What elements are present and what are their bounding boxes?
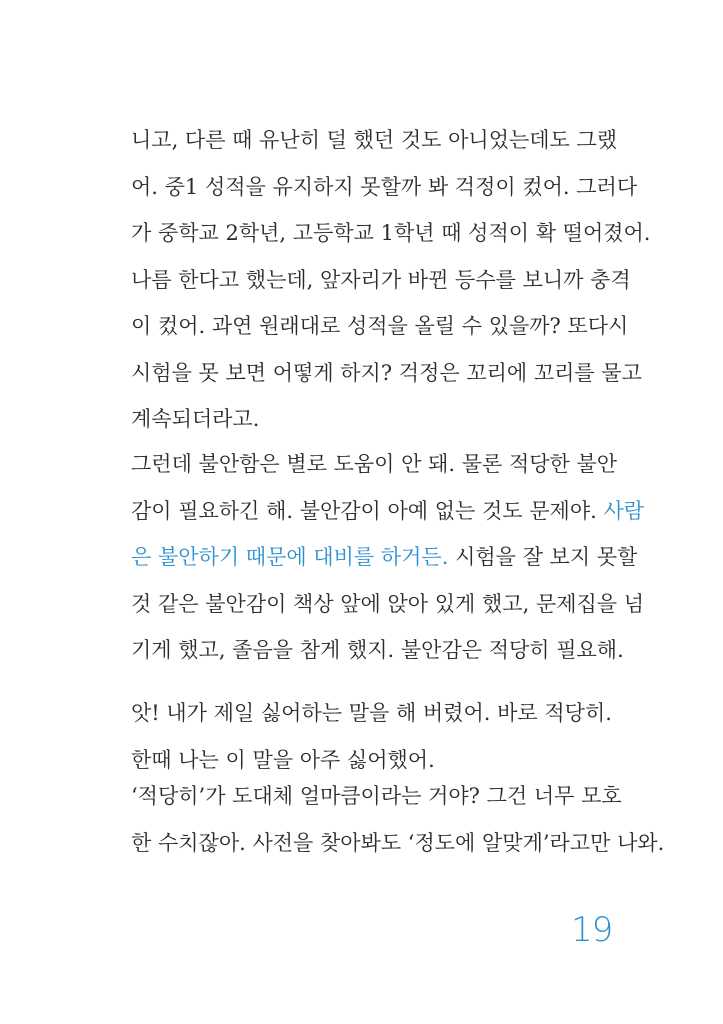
text-line: 나름 한다고 했는데, 앞자리가 바뀐 등수를 보니까 충격 (131, 267, 631, 292)
text-line (131, 534, 638, 581)
paragraph-2 (131, 441, 645, 674)
text-segment: 시험을 잘 보지 못할 (448, 545, 638, 569)
text-line: 시험을 못 보면 어떻게 하지? 걱정은 꼬리에 꼬리를 물고 (131, 360, 642, 385)
text-line: 계속되더라고. (131, 407, 260, 431)
highlighted-text: 은 불안하기 때문에 대비를 하거든. (131, 545, 449, 569)
text-line: 앗! 내가 제일 싫어하는 말을 해 버렸어. 바로 적당히. (131, 701, 612, 725)
text-line: 어. 중1 성적을 유지하지 못할까 봐 걱정이 컸어. 그러다 (131, 174, 638, 199)
page-number: 19 (571, 910, 613, 950)
text-line: 그런데 불안함은 별로 도움이 안 돼. 물론 적당한 불안 (131, 452, 618, 476)
paragraph-3 (131, 690, 612, 783)
text-segment: 감이 필요하긴 해. 불안감이 아예 없는 것도 문제야. (131, 498, 604, 523)
text-line: 가 중학교 2학년, 고등학교 1학년 때 성적이 확 떨어졌어. (131, 221, 651, 245)
text-line: ‘적당히’가 도대체 얼마큼이라는 거야? 그건 너무 모호 (131, 784, 622, 808)
text-line: 한때 나는 이 말을 아주 싫어했어. (131, 747, 435, 772)
text-line: 한 수치잖아. 사전을 찾아봐도 ‘정도에 알맞게’라고만 나와. (131, 830, 665, 855)
text-line (131, 488, 645, 535)
text-line: 이 컸어. 과연 원래대로 성적을 올릴 수 있을까? 또다시 (131, 314, 629, 338)
text-line: 니고, 다른 때 유난히 덜 했던 것도 아니었는데도 그랬 (131, 128, 618, 152)
text-line: 기게 했고, 졸음을 참게 했지. 불안감은 적당히 필요해. (131, 638, 624, 662)
paragraph-1 (131, 117, 651, 443)
highlighted-text: 사람 (603, 498, 645, 523)
text-line: 것 같은 불안감이 책상 앞에 앉아 있게 했고, 문제집을 넘 (131, 591, 645, 616)
paragraph-4 (131, 773, 665, 866)
